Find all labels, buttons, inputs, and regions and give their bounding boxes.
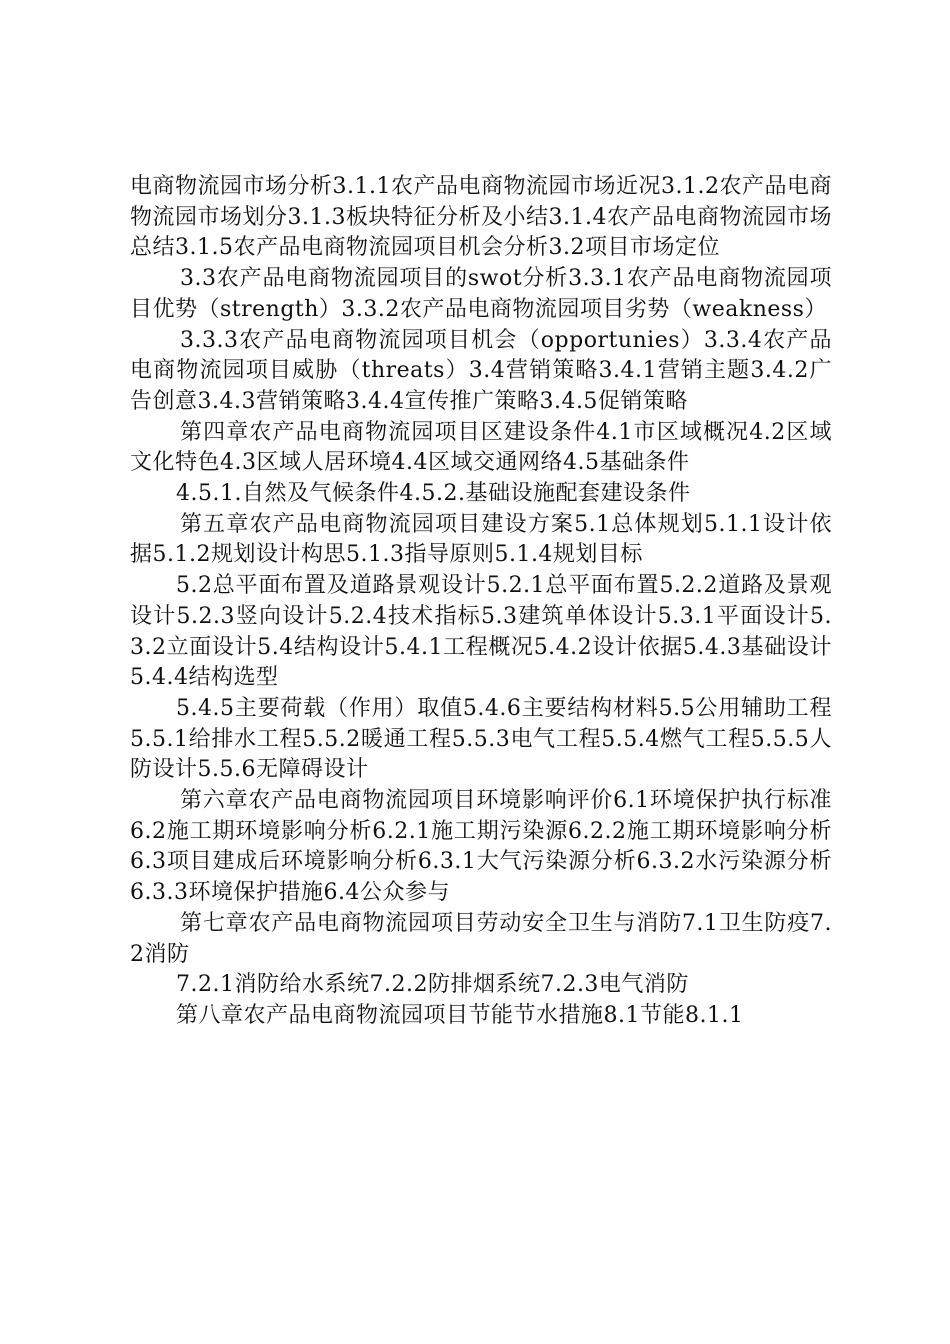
paragraph-chapter-6: 第六章农产品电商物流园项目环境影响评价6.1环境保护执行标准6.2施工期环境影响分析6.2.1施工期污染源6.2.2施工期环境影响分析6.3项目建成后环境影响分析6.3.1大气污染源分析6.3.2水污染源分析6.3.3环境保护措施6.4公众参与 bbox=[130, 788, 832, 906]
paragraph-loads-utilities: 5.4.5主要荷载（作用）取值5.4.6主要结构材料5.5公用辅助工程5.5.1给排水工程5.5.2暖通工程5.5.3电气工程5.5.4燃气工程5.5.5人防设计5.5.6无障碍设计 bbox=[130, 695, 832, 783]
paragraph-market-analysis: 电商物流园市场分析3.1.1农产品电商物流园市场近况3.1.2农产品电商物流园市场划分3.1.3板块特征分析及小结3.1.4农产品电商物流园市场总结3.1.5农产品电商物流园项目机会分析3.2项目市场定位 bbox=[130, 174, 832, 261]
paragraph-site-plan: 5.2总平面布置及道路景观设计5.2.1总平面布置5.2.2道路及景观设计5.2.3竖向设计5.2.4技术指标5.3建筑单体设计5.3.1平面设计5.3.2立面设计5.4结构设计5.4.1工程概况5.4.2设计依据5.4.3基础设计5.4.4结构选型 bbox=[130, 573, 832, 691]
paragraph-chapter-7: 第七章农产品电商物流园项目劳动安全卫生与消防7.1卫生防疫7.2消防 bbox=[130, 910, 832, 967]
paragraph-chapter-4: 第四章农产品电商物流园项目区建设条件4.1市区域概况4.2区域文化特色4.3区域人居环境4.4区域交通网络4.5基础条件 bbox=[130, 419, 832, 476]
paragraph-swot-analysis: 3.3农产品电商物流园项目的swot分析3.3.1农产品电商物流园项目优势（strength）3.3.2农产品电商物流园项目劣势（weakness） bbox=[130, 266, 832, 322]
paragraph-opportunities-marketing: 3.3.3农产品电商物流园项目机会（opportunies）3.3.4农产品电商物流园项目威胁（threats）3.4营销策略3.4.1营销主题3.4.2广告创意3.4.3营销策略3.4.4宣传推广策略3.4.5促销策略 bbox=[130, 327, 832, 414]
paragraph-chapter-5: 第五章农产品电商物流园项目建设方案5.1总体规划5.1.1设计依据5.1.2规划设计构思5.1.3指导原则5.1.4规划目标 bbox=[130, 511, 832, 568]
document-body bbox=[130, 172, 832, 1032]
paragraph-natural-conditions: 4.5.1.自然及气候条件4.5.2.基础设施配套建设条件 bbox=[176, 481, 691, 507]
paragraph-fire-protection: 7.2.1消防给水系统7.2.2防排烟系统7.2.3电气消防 bbox=[176, 972, 689, 998]
paragraph-chapter-8: 第八章农产品电商物流园项目节能节水措施8.1节能8.1.1 bbox=[176, 1002, 744, 1028]
